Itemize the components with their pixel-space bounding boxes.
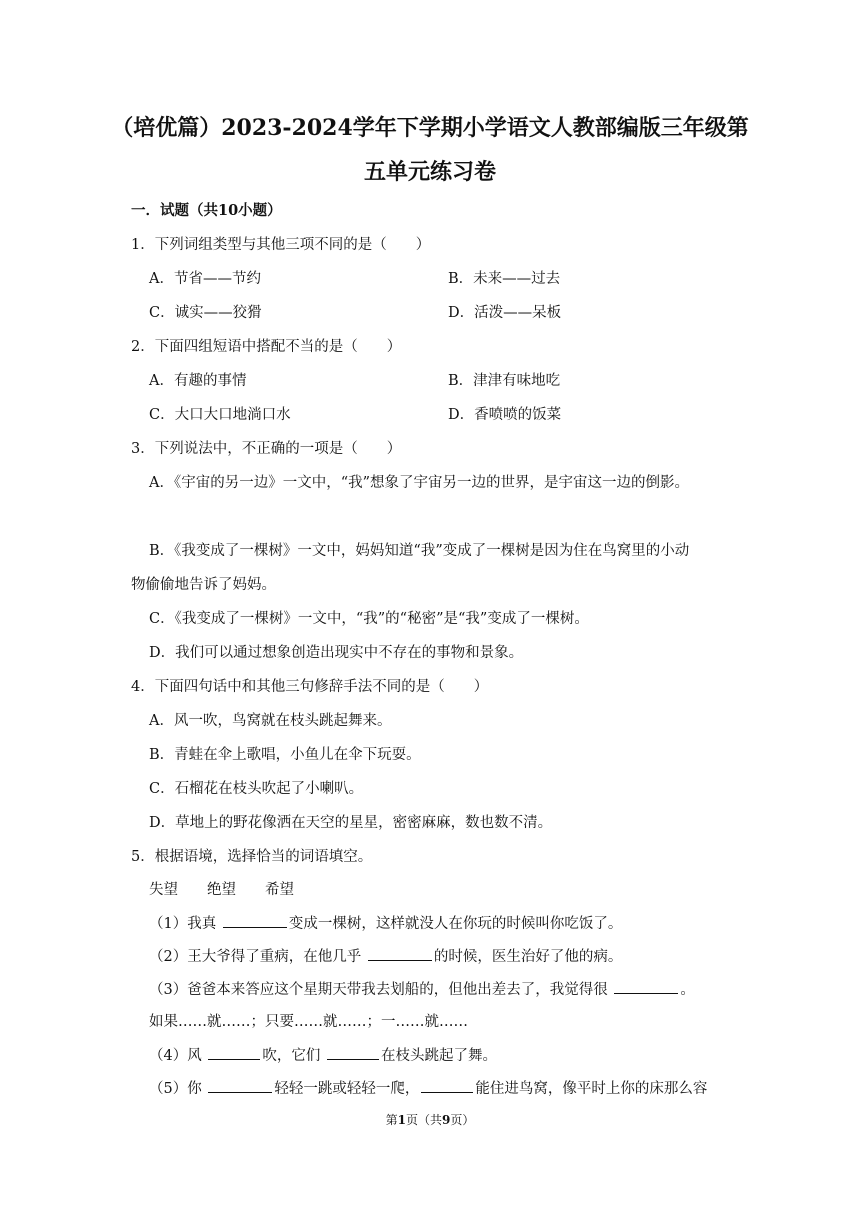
sentence-text: 在枝头跳起了舞。 bbox=[380, 1048, 497, 1064]
q1-stem: 1．下列词组类型与其他三项不同的是（ ） bbox=[131, 237, 431, 253]
sentence-text: （1）我真 bbox=[149, 916, 221, 932]
q5-conjunction-bank: 如果……就……；只要……就……；一……就…… bbox=[149, 1014, 468, 1030]
sentence-text: （4）风 bbox=[149, 1048, 207, 1064]
sentence-text: 吹，它们 bbox=[262, 1048, 325, 1064]
page-number: 1 bbox=[397, 1113, 406, 1127]
q4-option-a: A．风一吹，鸟窝就在枝头跳起舞来。 bbox=[149, 713, 392, 729]
q5-sentence-2 bbox=[149, 946, 622, 967]
footer-text: 第 bbox=[385, 1113, 398, 1127]
q3-option-b-line2: 物偷偷地告诉了妈妈。 bbox=[131, 577, 276, 593]
answer-blank[interactable] bbox=[421, 1078, 473, 1093]
section-heading: 一．试题（共10小题） bbox=[131, 202, 282, 219]
q5-sentence-5 bbox=[149, 1078, 707, 1099]
footer-text: 页） bbox=[450, 1113, 475, 1127]
sentence-text: 能住进鸟窝，像平时上你的床那么容 bbox=[475, 1081, 708, 1097]
page-footer bbox=[0, 1112, 860, 1128]
q3-option-a: A．《宇宙的另一边》一文中，“我”想象了宇宙另一边的世界，是宇宙这一边的倒影。 bbox=[149, 475, 690, 491]
q1-option-d: D．活泼——呆板 bbox=[448, 305, 562, 321]
sentence-text: 轻轻一跳或轻轻一爬， bbox=[274, 1081, 420, 1097]
q2-stem: 2．下面四组短语中搭配不当的是（ ） bbox=[131, 339, 402, 355]
q4-option-b: B．青蛙在伞上歌唱，小鱼儿在伞下玩耍。 bbox=[149, 747, 421, 763]
answer-blank[interactable] bbox=[223, 913, 287, 928]
q3-stem: 3．下列说法中，不正确的一项是（ ） bbox=[131, 441, 402, 457]
q5-word-bank: 失望 绝望 希望 bbox=[149, 882, 294, 898]
sentence-text: （3）爸爸本来答应这个星期天带我去划船的，但他出差去了，我觉得很 bbox=[149, 982, 613, 998]
sentence-text: 变成一棵树，这样就没人在你玩的时候叫你吃饭了。 bbox=[288, 916, 623, 932]
q4-stem: 4．下面四句话中和其他三句修辞手法不同的是（ ） bbox=[131, 679, 489, 695]
q1-option-a: A．节省——节约 bbox=[149, 271, 261, 287]
footer-text: 页（共 bbox=[405, 1113, 442, 1127]
page-total: 9 bbox=[442, 1113, 451, 1127]
sentence-text: （2）王大爷得了重病，在他几乎 bbox=[149, 949, 366, 965]
answer-blank[interactable] bbox=[614, 979, 678, 994]
sentence-text: （5）你 bbox=[149, 1081, 207, 1097]
answer-blank[interactable] bbox=[327, 1045, 379, 1060]
q2-option-a: A．有趣的事情 bbox=[149, 373, 247, 389]
q3-option-d: D．我们可以通过想象创造出现实中不存在的事物和景象。 bbox=[149, 645, 524, 661]
q4-option-c: C．石榴花在枝头吹起了小喇叭。 bbox=[149, 781, 364, 797]
q3-option-c: C．《我变成了一棵树》一文中，“我”的“秘密”是“我”变成了一棵树。 bbox=[149, 611, 589, 627]
q2-option-c: C．大口大口地淌口水 bbox=[149, 407, 291, 423]
document-title-line2: 五单元练习卷 bbox=[363, 159, 496, 185]
q3-option-b-line1: B．《我变成了一棵树》一文中，妈妈知道“我”变成了一棵树是因为住在鸟窝里的小动 bbox=[149, 543, 690, 559]
q2-option-d: D．香喷喷的饭菜 bbox=[448, 407, 562, 423]
q5-sentence-3 bbox=[149, 979, 695, 1000]
q4-option-d: D．草地上的野花像洒在天空的星星，密密麻麻，数也数不清。 bbox=[149, 815, 553, 831]
q5-sentence-1 bbox=[149, 913, 622, 934]
answer-blank[interactable] bbox=[208, 1078, 272, 1093]
q1-option-b: B．未来——过去 bbox=[448, 271, 561, 287]
answer-blank[interactable] bbox=[208, 1045, 260, 1060]
sentence-text: 的时候，医生治好了他的病。 bbox=[433, 949, 623, 965]
answer-blank[interactable] bbox=[368, 946, 432, 961]
q1-option-c: C．诚实——狡猾 bbox=[149, 305, 262, 321]
q5-sentence-4 bbox=[149, 1045, 497, 1066]
document-title-line1: （培优篇）2023-2024学年下学期小学语文人教部编版三年级第 bbox=[111, 115, 749, 141]
q5-stem: 5．根据语境，选择恰当的词语填空。 bbox=[131, 849, 373, 865]
q2-option-b: B．津津有味地吃 bbox=[448, 373, 561, 389]
sentence-text: 。 bbox=[680, 982, 695, 998]
